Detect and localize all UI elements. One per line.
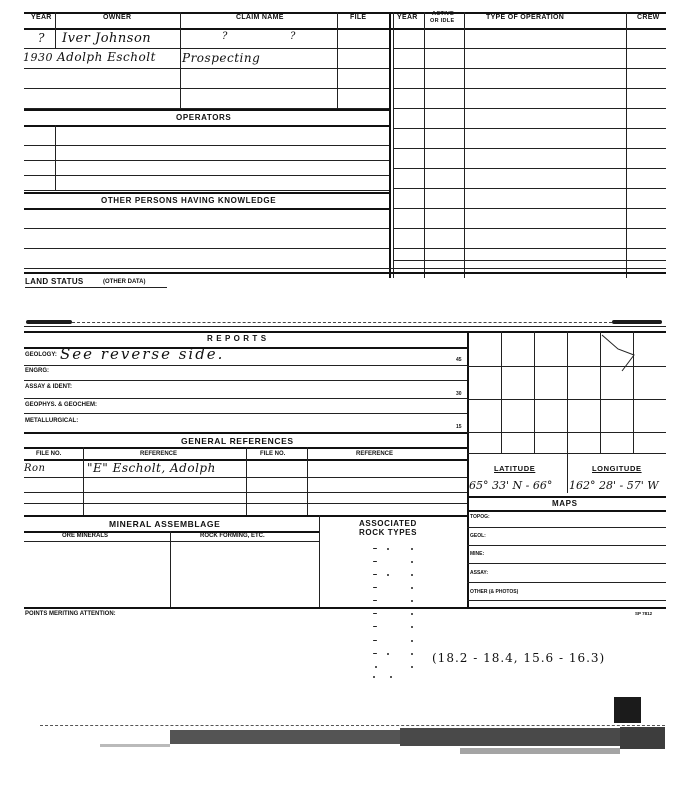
header-type-of-operation: TYPE OF OPERATION: [486, 14, 565, 21]
associated-rock-types-2: ROCK TYPES: [359, 528, 418, 537]
genref-header-file-2: FILE NO.: [260, 451, 286, 457]
owner-row-2-claim: Prospecting: [182, 51, 261, 65]
header-year: YEAR: [31, 14, 52, 21]
longitude-label: LONGITUDE: [592, 464, 642, 473]
reports-heading: R E P O R T S: [207, 334, 267, 343]
reports-geology-value: See reverse side.: [60, 345, 225, 363]
operators-heading: OPERATORS: [176, 113, 232, 122]
owner-row-2-owner: Adolph Escholt: [57, 50, 156, 64]
longitude-value: 162° 28' - 57' W: [569, 479, 659, 492]
land-status-sub: (OTHER DATA): [103, 279, 146, 285]
genref-header-file-1: FILE NO.: [36, 451, 62, 457]
reports-engrg-label: ENGRG:: [25, 368, 49, 374]
maps-heading: MAPS: [552, 499, 578, 508]
associated-rock-types-1: ASSOCIATED: [359, 519, 417, 528]
owner-row-1-year: ?: [38, 31, 45, 45]
genref-entry-reference: "E" Escholt, Adolph: [87, 461, 216, 475]
reports-geophys-label: GEOPHYS. & GEOCHEM:: [25, 402, 98, 408]
latitude-value: 65° 33' N - 66°: [469, 479, 553, 492]
header-crew: CREW: [637, 14, 660, 21]
genref-header-ref-1: REFERENCE: [140, 451, 178, 457]
reports-assay-label: ASSAY & IDENT:: [25, 384, 73, 390]
form-code: SP 7812: [635, 611, 653, 616]
reports-metallurgical-label: METALLURGICAL:: [25, 418, 79, 424]
maps-assay: ASSAY:: [470, 570, 489, 576]
maps-mine: MINE:: [470, 551, 485, 557]
land-status-label: LAND STATUS: [25, 277, 84, 286]
owner-row-1-owner: Iver Johnson: [62, 31, 152, 46]
header-file: FILE: [350, 14, 367, 21]
header-active-1: ACTIVE: [432, 11, 454, 17]
reports-geology-label: GEOLOGY:: [25, 352, 57, 358]
rock-forming-header: ROCK FORMING, ETC.: [200, 533, 265, 539]
owner-row-1-claim: ?: [222, 31, 228, 42]
margin-number-45: 45: [456, 357, 462, 363]
coordinate-note: (18.2 - 18.4, 15.6 - 16.3): [432, 651, 606, 665]
points-meriting-attention-label: POINTS MERITING ATTENTION:: [25, 611, 116, 617]
maps-other: OTHER (& PHOTOS): [470, 589, 519, 595]
ore-minerals-header: ORE MINERALS: [62, 533, 109, 539]
map-sketch-mark: [600, 333, 640, 373]
genref-entry-file: Ron: [24, 463, 46, 474]
maps-topog: TOPOG:: [470, 514, 490, 520]
header-claim-name: CLAIM NAME: [236, 14, 284, 21]
genref-header-ref-2: REFERENCE: [356, 451, 394, 457]
mineral-assemblage-heading: MINERAL ASSEMBLAGE: [109, 519, 221, 529]
other-persons-heading: OTHER PERSONS HAVING KNOWLEDGE: [101, 196, 277, 205]
maps-geol: GEOL:: [470, 533, 486, 539]
header-owner: OWNER: [103, 14, 132, 21]
owner-row-2-year: 1930: [23, 51, 53, 64]
margin-number-30: 30: [456, 391, 462, 397]
latitude-label: LATITUDE: [494, 464, 536, 473]
header-active-2: OR IDLE: [430, 18, 455, 24]
owner-row-1-file: ?: [290, 31, 296, 42]
margin-number-15: 15: [456, 424, 462, 430]
header-year-2: YEAR: [397, 14, 418, 21]
general-references-heading: GENERAL REFERENCES: [181, 436, 294, 446]
